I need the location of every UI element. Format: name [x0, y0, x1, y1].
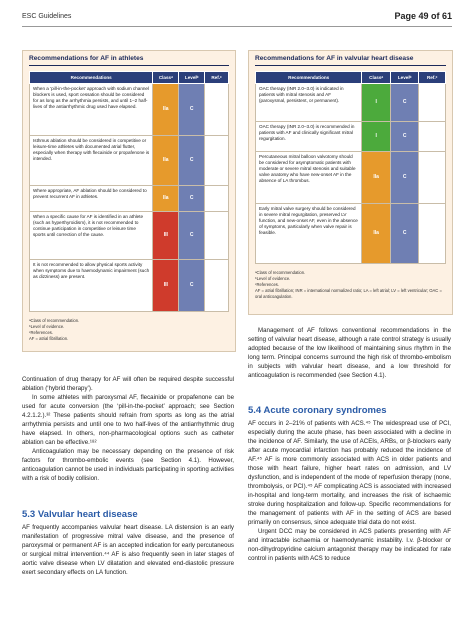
recommendation-text: OAC therapy (INR 2.0–3.0) is recommended in patients with AF and clinically significant mitral regurgitation. — [256, 122, 362, 152]
class-cell: III — [153, 260, 179, 312]
valvular-footnotes — [249, 264, 452, 304]
ref-cell — [205, 136, 229, 186]
footnote: ᶜReferences. — [255, 282, 280, 288]
athletes-table-header-row — [30, 72, 229, 84]
level-cell: C — [390, 84, 419, 122]
ref-cell — [205, 84, 229, 136]
recommendation-text: Early mitral valve surgery should be considered in severe mitral regurgitation, preserved LV function, and new-onset AF, even in the absence of symptoms, particularly when valve repair is feasible. — [256, 204, 362, 264]
athletes-footnotes — [23, 312, 235, 346]
left-column-text-2 — [22, 524, 234, 578]
ref-cell — [419, 122, 446, 152]
header-rule — [22, 26, 452, 27]
footnote: ᵃClass of recommendation. — [255, 270, 306, 275]
table-row — [30, 186, 229, 212]
recommendation-text: It is not recommended to allow physical sports activity when symptoms due to haemodynamic impairment (such as dizziness) are present. — [30, 260, 153, 312]
col-header-recommendations: Recommendations — [256, 72, 362, 84]
recommendation-text: OAC therapy (INR 2.0–3.0) is indicated in patients with mitral stenosis and AF (paroxysmal, persistent, or permanent). — [256, 84, 362, 122]
level-cell: C — [390, 204, 419, 264]
level-cell: C — [179, 136, 205, 186]
class-cell: IIa — [153, 136, 179, 186]
page-number: Page 49 of 61 — [394, 11, 452, 21]
recommendation-text: Isthmus ablation should be considered in competitive or leisure-time athletes with documented atrial flutter, especially when therapy with flecainide or propafenone is intended. — [30, 136, 153, 186]
col-header-class: Classᵃ — [362, 72, 391, 84]
athletes-table — [29, 71, 229, 312]
right-column-text-2 — [248, 420, 451, 564]
level-cell: C — [179, 186, 205, 212]
left-column-text — [22, 376, 234, 484]
athletes-table-title: Recommendations for AF in athletes — [29, 55, 144, 62]
level-cell: C — [390, 122, 419, 152]
paragraph: Anticoagulation may be necessary depending on the presence of risk factors for thrombo-embolic events (see Section 4.1). However, anticoagulation cannot be used in individuals participating in sporting activities with a risk of bodily collision. — [22, 447, 234, 482]
col-header-ref: Ref.ᶜ — [419, 72, 446, 84]
ref-cell — [419, 84, 446, 122]
class-cell: I — [362, 84, 391, 122]
ref-cell — [205, 260, 229, 312]
ref-cell — [419, 204, 446, 264]
paragraph: Management of AF follows conventional recommendations in the setting of valvular heart disease, although a rate control strategy is usually adopted because of the low likelihood of maintaining sinus rhythm in the long term. Principal concerns surround the high risk of thrombo-embolism in subjects with valvular heart disease, and a low threshold for anticoagulation is recommended (see Section 4.1). — [248, 327, 451, 379]
class-cell: IIa — [362, 152, 391, 204]
recommendation-text: When a ‘pill-in-the-pocket’ approach with sodium channel blockers is used, sport cessation should be considered for as long as the arrhythmia persists, and until 1–2 half-lives of the antiarrhythmic drug used have elapsed. — [30, 84, 153, 136]
col-header-ref: Ref.ᶜ — [205, 72, 229, 84]
paragraph: Urgent DCC may be considered in ACS patients presenting with AF and intractable ischaemia or haemodynamic instability. I.v. β-blocker or non-dihydropyridine calcium antagonist therapy may be indicated for rate control in patients with ACS to reduce — [248, 527, 451, 562]
recommendation-text: When a specific cause for AF is identified in an athlete (such as hyperthyroidism), it is not recommended to continue participation in competitive or leisure time sports until correction of the cause. — [30, 212, 153, 260]
class-cell: IIa — [153, 84, 179, 136]
paragraph: Continuation of drug therapy for AF will often be required despite successful ablation (‘hybrid therapy’). — [22, 376, 234, 392]
paragraph: AF frequently accompanies valvular heart disease. LA distension is an early manifestation of progressive mitral valve disease, and the presence of paroxysmal or permanent AF is an accepted indication for early percutaneous or surgical mitral intervention.⁴⁴ AF is also frequently seen in later stages of aortic valve disease when LV dilatation and elevated end-diastolic pressure exert secondary effects on LA function. — [22, 524, 234, 576]
right-column-text — [248, 327, 451, 381]
level-cell: C — [179, 212, 205, 260]
footnote: ᵃClass of recommendation. — [29, 318, 80, 323]
valvular-title-rule — [255, 65, 446, 66]
ref-cell — [205, 186, 229, 212]
paragraph: In some athletes with paroxysmal AF, flecainide or propafenone can be used for acute conversion (the ‘pill-in-the-pocket’ approach; see Section 4.2.1.2.).³² These patients should refrain from sports as long as the atrial arrhythmia persists and until one to two half-lives of the antiarrhythmic drug have elapsed. In others, non-pharmacological options such as catheter ablation can be effective.¹⁸² — [22, 393, 234, 446]
ref-cell — [419, 152, 446, 204]
paragraph: AF occurs in 2–21% of patients with ACS.⁴⁵ The widespread use of PCI, especially during the acute phase, has been associated with a decline in the incidence of AF. Similarly, the use of ACEIs, ARBs, or β-blockers early after acute myocardial infarction has probably reduced the incidence of AF.⁴⁵ AF is more commonly associated with ACS in older patients and those with heart failure, higher heart rates on admission, and LV dysfunction, and is independent of the mode of reperfusion therapy (none, thrombolysis, or PCI).⁴⁵ AF complicating ACS is associated with increased in-hospital and long-term mortality, and increases the risk of ischaemic stroke during hospitalization and follow-up. Specific recommendations for the management of patients with AF in the setting of ACS are based primarily on consensus, since adequate trial data do not exist. — [248, 420, 451, 526]
table-row — [30, 260, 229, 312]
class-cell: IIa — [153, 186, 179, 212]
class-cell: IIa — [362, 204, 391, 264]
section-heading-acs: 5.4 Acute coronary syndromes — [248, 405, 387, 416]
page-header — [22, 11, 452, 25]
footnote: ᵇLevel of evidence. — [29, 324, 65, 330]
col-header-recommendations: Recommendations — [30, 72, 153, 84]
table-row — [256, 122, 446, 152]
col-header-level: Levelᵇ — [390, 72, 419, 84]
valvular-table — [255, 71, 446, 264]
table-row — [256, 84, 446, 122]
table-row — [30, 212, 229, 260]
col-header-class: Classᵃ — [153, 72, 179, 84]
section-heading-valvular: 5.3 Valvular heart disease — [22, 509, 138, 520]
level-cell: C — [179, 84, 205, 136]
journal-section-label: ESC Guidelines — [22, 13, 72, 20]
table-row — [30, 84, 229, 136]
level-cell: C — [179, 260, 205, 312]
recommendation-text: Where appropriate, AF ablation should be considered to prevent recurrent AF in athletes. — [30, 186, 153, 212]
col-header-level: Levelᵇ — [179, 72, 205, 84]
footnote: AF = atrial fibrillation. — [29, 336, 69, 342]
class-cell: III — [153, 212, 179, 260]
valvular-table-header-row — [256, 72, 446, 84]
footnote: AF = atrial fibrillation; INR = international normalized ratio; LA = left atrial; LV = left ventricular; OAC = oral anticoagulation. — [255, 288, 442, 300]
athletes-recommendation-box — [22, 50, 236, 352]
footnote: ᶜReferences. — [29, 330, 54, 336]
footnote: ᵇLevel of evidence. — [255, 276, 291, 282]
level-cell: C — [390, 152, 419, 204]
valvular-recommendation-box — [248, 50, 453, 315]
ref-cell — [205, 212, 229, 260]
table-row — [256, 152, 446, 204]
athletes-title-rule — [29, 65, 229, 66]
table-row — [256, 204, 446, 264]
table-row — [30, 136, 229, 186]
valvular-table-title: Recommendations for AF in valvular heart disease — [255, 55, 414, 62]
class-cell: I — [362, 122, 391, 152]
recommendation-text: Percutaneous mitral balloon valvotomy should be considered for asymptomatic patients with moderate or severe mitral stenosis and suitable valve anatomy who have new-onset AF in the absence of LA thrombus. — [256, 152, 362, 204]
